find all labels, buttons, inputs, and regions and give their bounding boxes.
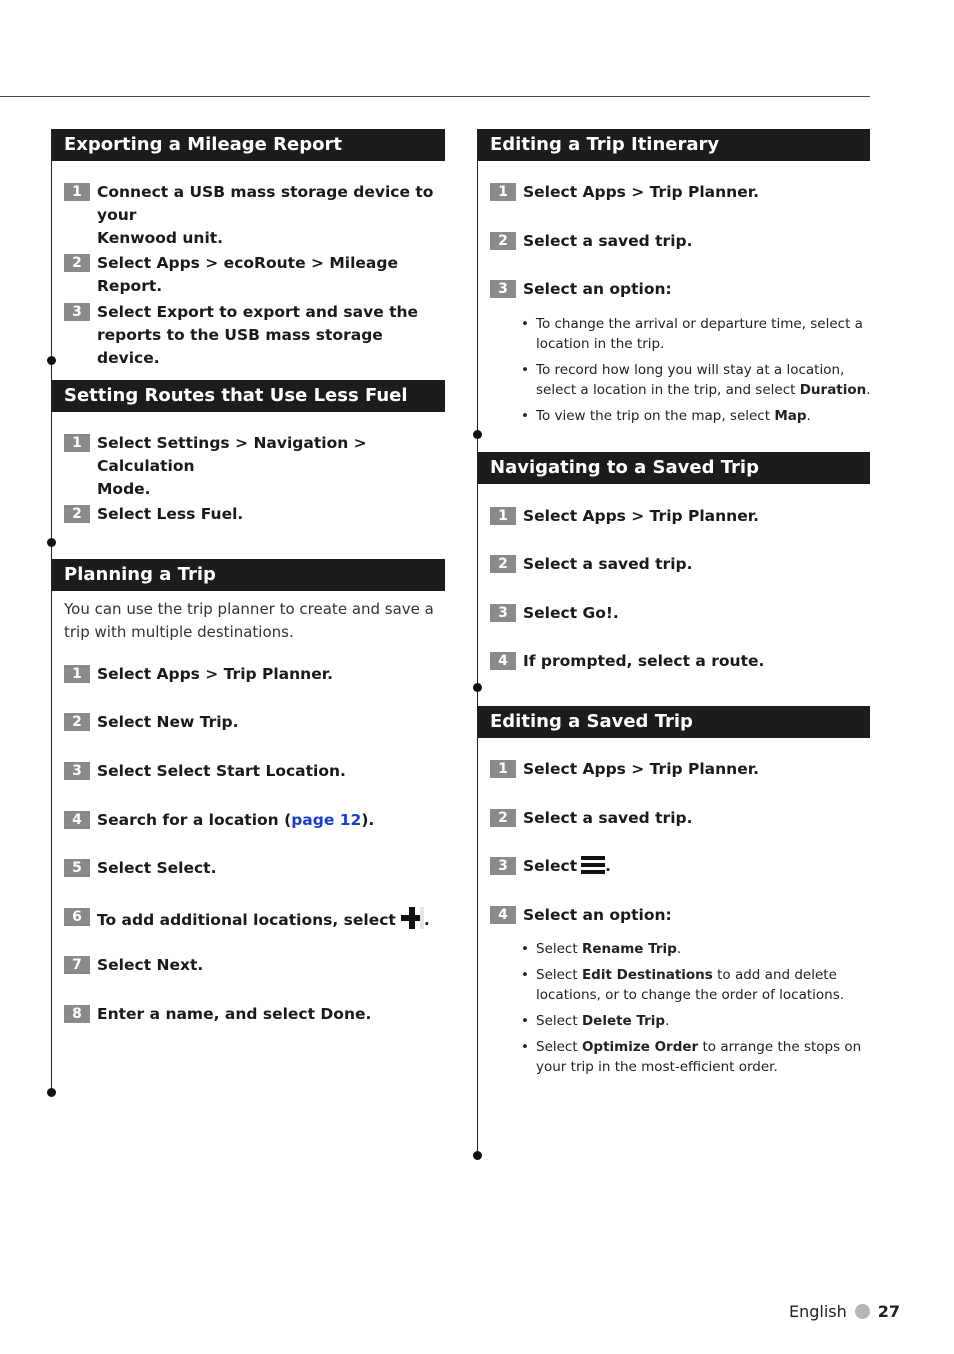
menu-icon [581,856,605,874]
section-header-saved: Editing a Saved Trip [478,706,870,738]
intro-line2: trip with multiple destinations. [64,623,294,641]
footer-dot-icon [855,1304,870,1319]
step-number: 2 [490,555,516,573]
step-number: 1 [490,760,516,778]
step-text: Select New Trip. [97,713,239,731]
bullet-item: • To view the trip on the map, select Map. [521,408,811,424]
step-navigating-3 [490,602,870,626]
step-planning-6 [64,906,449,932]
step-saved-4 [490,904,870,928]
planning-intro [64,598,449,644]
section-end-dot [473,683,482,692]
step-number: 4 [64,811,90,829]
step-number: 7 [64,956,90,974]
bullet-item: • Select Optimize Order to arrange the stops on your trip in the most-efficient order. [521,1039,862,1075]
step-planning-1 [64,663,449,687]
step-number: 6 [64,908,90,926]
step-text: Select a saved trip. [523,232,693,250]
step-text: Select . [523,857,611,875]
step-number: 4 [490,906,516,924]
step-planning-7 [64,954,449,978]
step-text: Select Apps > ecoRoute > Mileage Report. [97,254,398,295]
step-number: 1 [64,183,90,201]
step-text: Select Select Start Location. [97,762,346,780]
intro-line1: You can use the trip planner to create and save a [64,600,434,618]
step-number: 1 [64,665,90,683]
step-itinerary-1 [490,181,870,205]
step-text: Select Apps > Trip Planner. [523,760,760,778]
bullet-mark: • [521,316,529,332]
step-text: To add additional locations, select . [97,906,430,932]
section-end-dot [473,430,482,439]
step-text: Select a saved trip. [523,555,693,573]
section-end-dot [47,356,56,365]
bullet-mark: • [521,941,529,957]
step-number: 2 [490,809,516,827]
step-text: Select Less Fuel. [97,505,244,523]
section-header-planning: Planning a Trip [52,559,445,591]
step-text-line2: Kenwood unit. [97,229,224,247]
step-text-line2: Mode. [97,480,151,498]
step-number: 5 [64,859,90,877]
plus-icon [400,906,424,930]
step-text: Select Next. [97,956,204,974]
step-text: Select Select. [97,859,217,877]
step-number: 3 [490,280,516,298]
step-export-2 [64,252,449,295]
step-saved-2 [490,807,870,831]
step-text-line2: reports to the USB mass storage device. [97,326,383,367]
step-text: Select Apps > Trip Planner. [523,507,760,525]
step-number: 8 [64,1005,90,1023]
step-navigating-2 [490,553,870,577]
step-number: 2 [64,713,90,731]
section-header-routes: Setting Routes that Use Less Fuel [52,380,445,412]
section-header-navigating: Navigating to a Saved Trip [478,452,870,484]
step-routes-1 [64,432,449,498]
step-planning-2 [64,711,449,735]
page-footer [789,1300,900,1324]
bullet-mark: • [521,408,529,424]
bullet-item: • To change the arrival or departure time, select a location in the trip. [521,316,863,352]
bullet-mark: • [521,1013,529,1029]
section-header-export: Exporting a Mileage Report [52,129,445,161]
step-itinerary-2 [490,230,870,254]
step-text: Select Go!. [523,604,619,622]
step-navigating-1 [490,505,870,529]
step-text: Select Apps > Trip Planner. [523,183,760,201]
bullet-item: • Select Delete Trip. [521,1013,670,1029]
step-number: 2 [490,232,516,250]
page-number: 27 [877,1302,901,1321]
step-text: Select Apps > Trip Planner. [97,665,334,683]
section-header-itinerary: Editing a Trip Itinerary [478,129,870,161]
step-number: 3 [64,762,90,780]
page-link[interactable]: page 12 [291,811,362,829]
step-export-3 [64,301,449,367]
bullet-item: • Select Rename Trip. [521,941,682,957]
bullet-item: • To record how long you will stay at a location, select a location in the trip, and select Duration. [521,362,871,398]
step-planning-3 [64,760,449,784]
step-number: 3 [64,303,90,321]
step-text: If prompted, select a route. [523,652,765,670]
section-end-dot [47,538,56,547]
bullet-mark: • [521,362,529,378]
step-planning-5 [64,857,449,881]
step-text: Select a saved trip. [523,809,693,827]
step-planning-8 [64,1003,449,1027]
step-number: 2 [64,254,90,272]
left-column-rule [51,129,52,1092]
step-text: Select Settings > Navigation > Calculation [97,434,367,475]
step-text: Select Export to export and save the [97,303,419,321]
bullet-mark: • [521,967,529,983]
step-saved-1 [490,758,870,782]
bullet-mark: • [521,1039,529,1055]
step-text: Search for a location (page 12). [97,811,375,829]
step-number: 1 [490,183,516,201]
bullet-item: • Select Edit Destinations to add and delete locations, or to change the order of locations. [521,967,845,1003]
step-routes-2 [64,503,449,527]
step-number: 1 [64,434,90,452]
step-number: 3 [490,604,516,622]
step-number: 3 [490,857,516,875]
step-saved-3 [490,855,870,879]
step-itinerary-3 [490,278,870,302]
section-end-dot [47,1088,56,1097]
top-rule [0,96,870,97]
step-navigating-4 [490,650,870,674]
footer-language: English [789,1302,847,1321]
step-planning-4 [64,809,449,833]
right-column-rule [477,129,478,1155]
step-text: Enter a name, and select Done. [97,1005,372,1023]
step-text: Select an option: [523,906,672,924]
step-text: Select an option: [523,280,672,298]
section-end-dot [473,1151,482,1160]
step-number: 2 [64,505,90,523]
step-export-1 [64,181,449,247]
step-text: Connect a USB mass storage device to your [97,183,434,224]
step-number: 1 [490,507,516,525]
step-number: 4 [490,652,516,670]
